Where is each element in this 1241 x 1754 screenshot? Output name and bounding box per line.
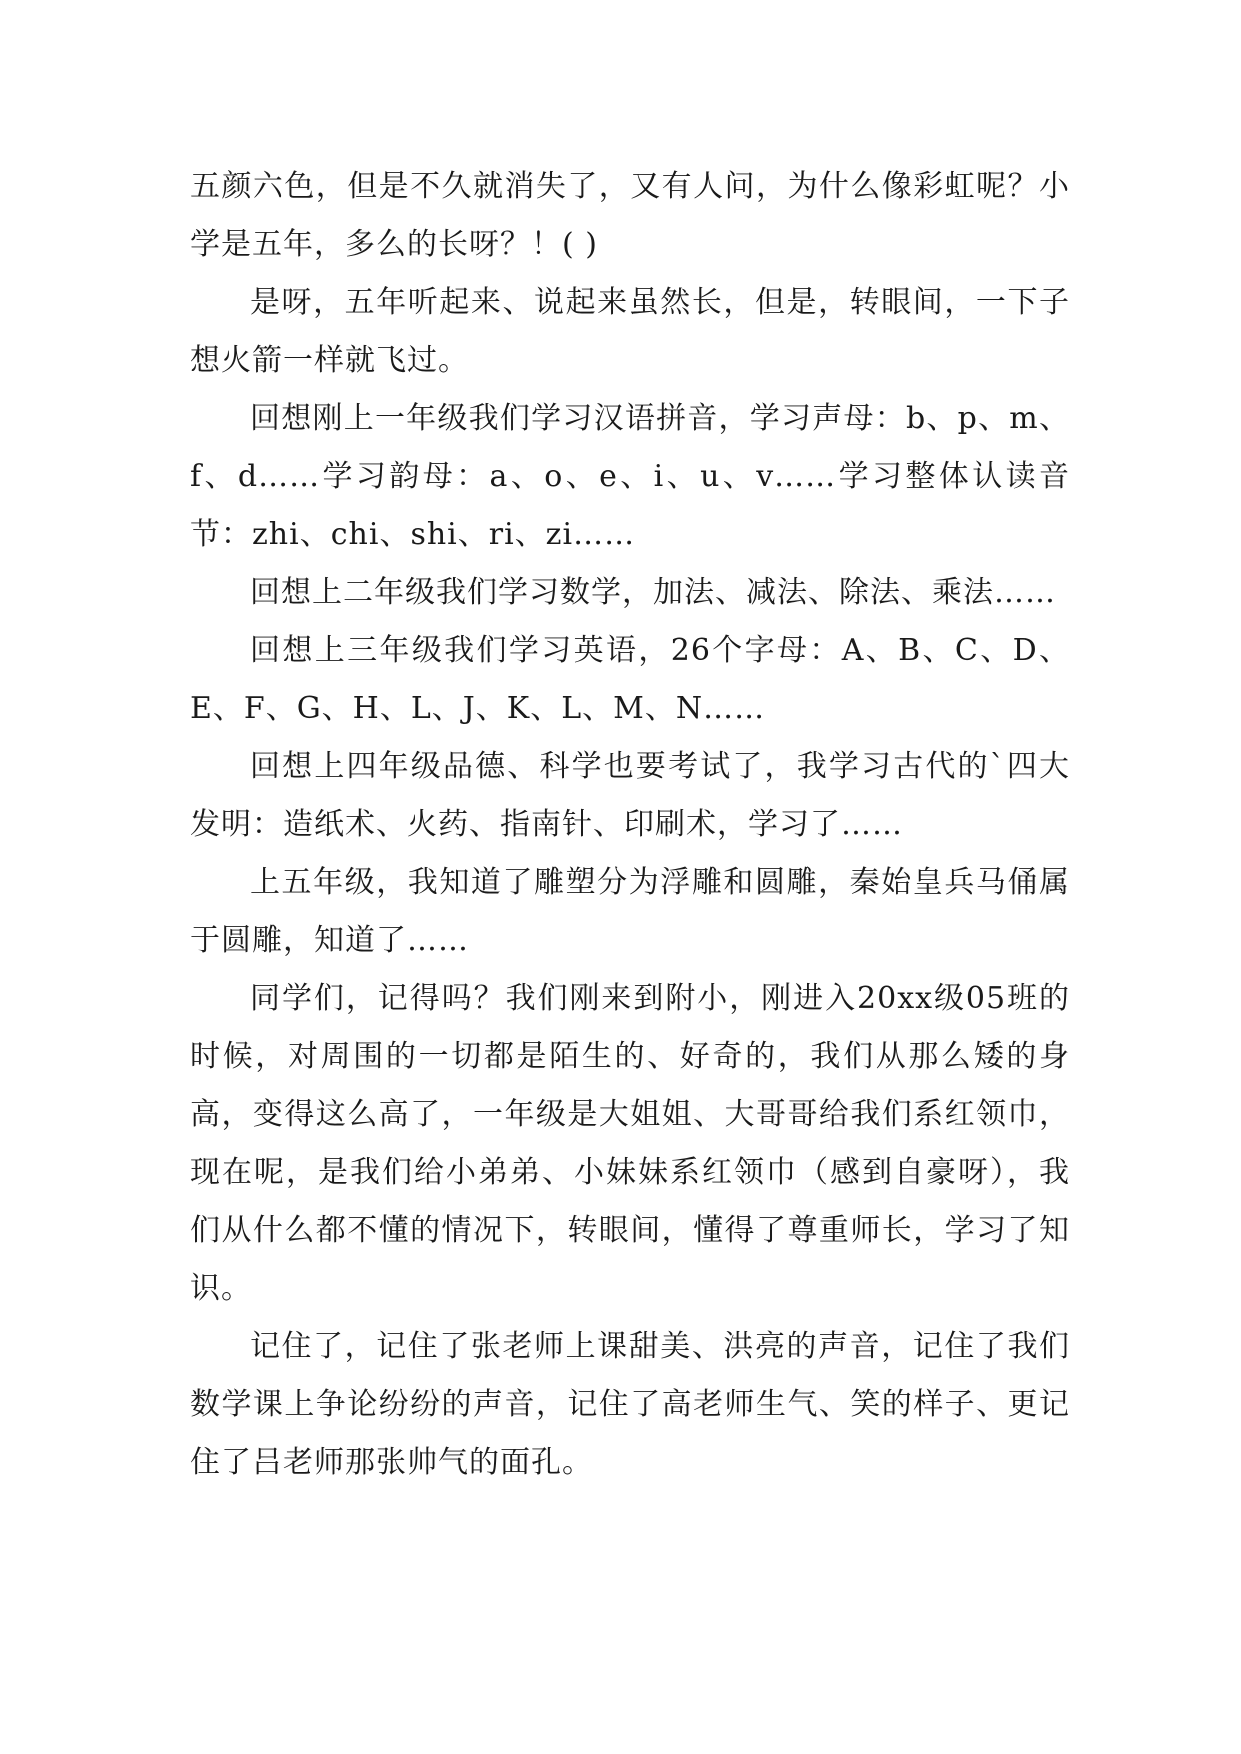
paragraph-2: 是呀，五年听起来、说起来虽然长，但是，转眼间，一下子想火箭一样就飞过。 <box>190 285 1070 378</box>
paragraph-6: 回想上四年级品德、科学也要考试了，我学习古代的`四大发明：造纸术、火药、指南针、印刷术，学习了…… <box>190 749 1070 842</box>
document-body <box>190 158 1070 1492</box>
paragraph-5: 回想上三年级我们学习英语，26个字母：A、B、C、D、E、F、G、H、L、J、K、L、M、N…… <box>190 633 1070 726</box>
paragraph-3: 回想刚上一年级我们学习汉语拼音，学习声母：b、p、m、f、d……学习韵母：a、o、e、i、u、v……学习整体认读音节：zhi、chi、shi、ri、zi…… <box>190 401 1070 552</box>
paragraph-4: 回想上二年级我们学习数学，加法、减法、除法、乘法…… <box>250 575 1056 610</box>
paragraph-1: 五颜六色，但是不久就消失了，又有人问，为什么像彩虹呢？小学是五年，多么的长呀？！( ) <box>190 169 1070 262</box>
paragraph-7: 上五年级，我知道了雕塑分为浮雕和圆雕，秦始皇兵马俑属于圆雕，知道了…… <box>190 865 1070 958</box>
paragraph-8: 同学们，记得吗？我们刚来到附小，刚进入20xx级05班的时候，对周围的一切都是陌生的、好奇的，我们从那么矮的身高，变得这么高了，一年级是大姐姐、大哥哥给我们系红领巾，现在呢，是我们给小弟弟、小妹妹系红领巾（感到自豪呀），我们从什么都不懂的情况下，转眼间，懂得了尊重师长，学习了知识。 <box>190 981 1070 1306</box>
paragraph-9: 记住了，记住了张老师上课甜美、洪亮的声音，记住了我们数学课上争论纷纷的声音，记住了高老师生气、笑的样子、更记住了吕老师那张帅气的面孔。 <box>190 1329 1070 1480</box>
